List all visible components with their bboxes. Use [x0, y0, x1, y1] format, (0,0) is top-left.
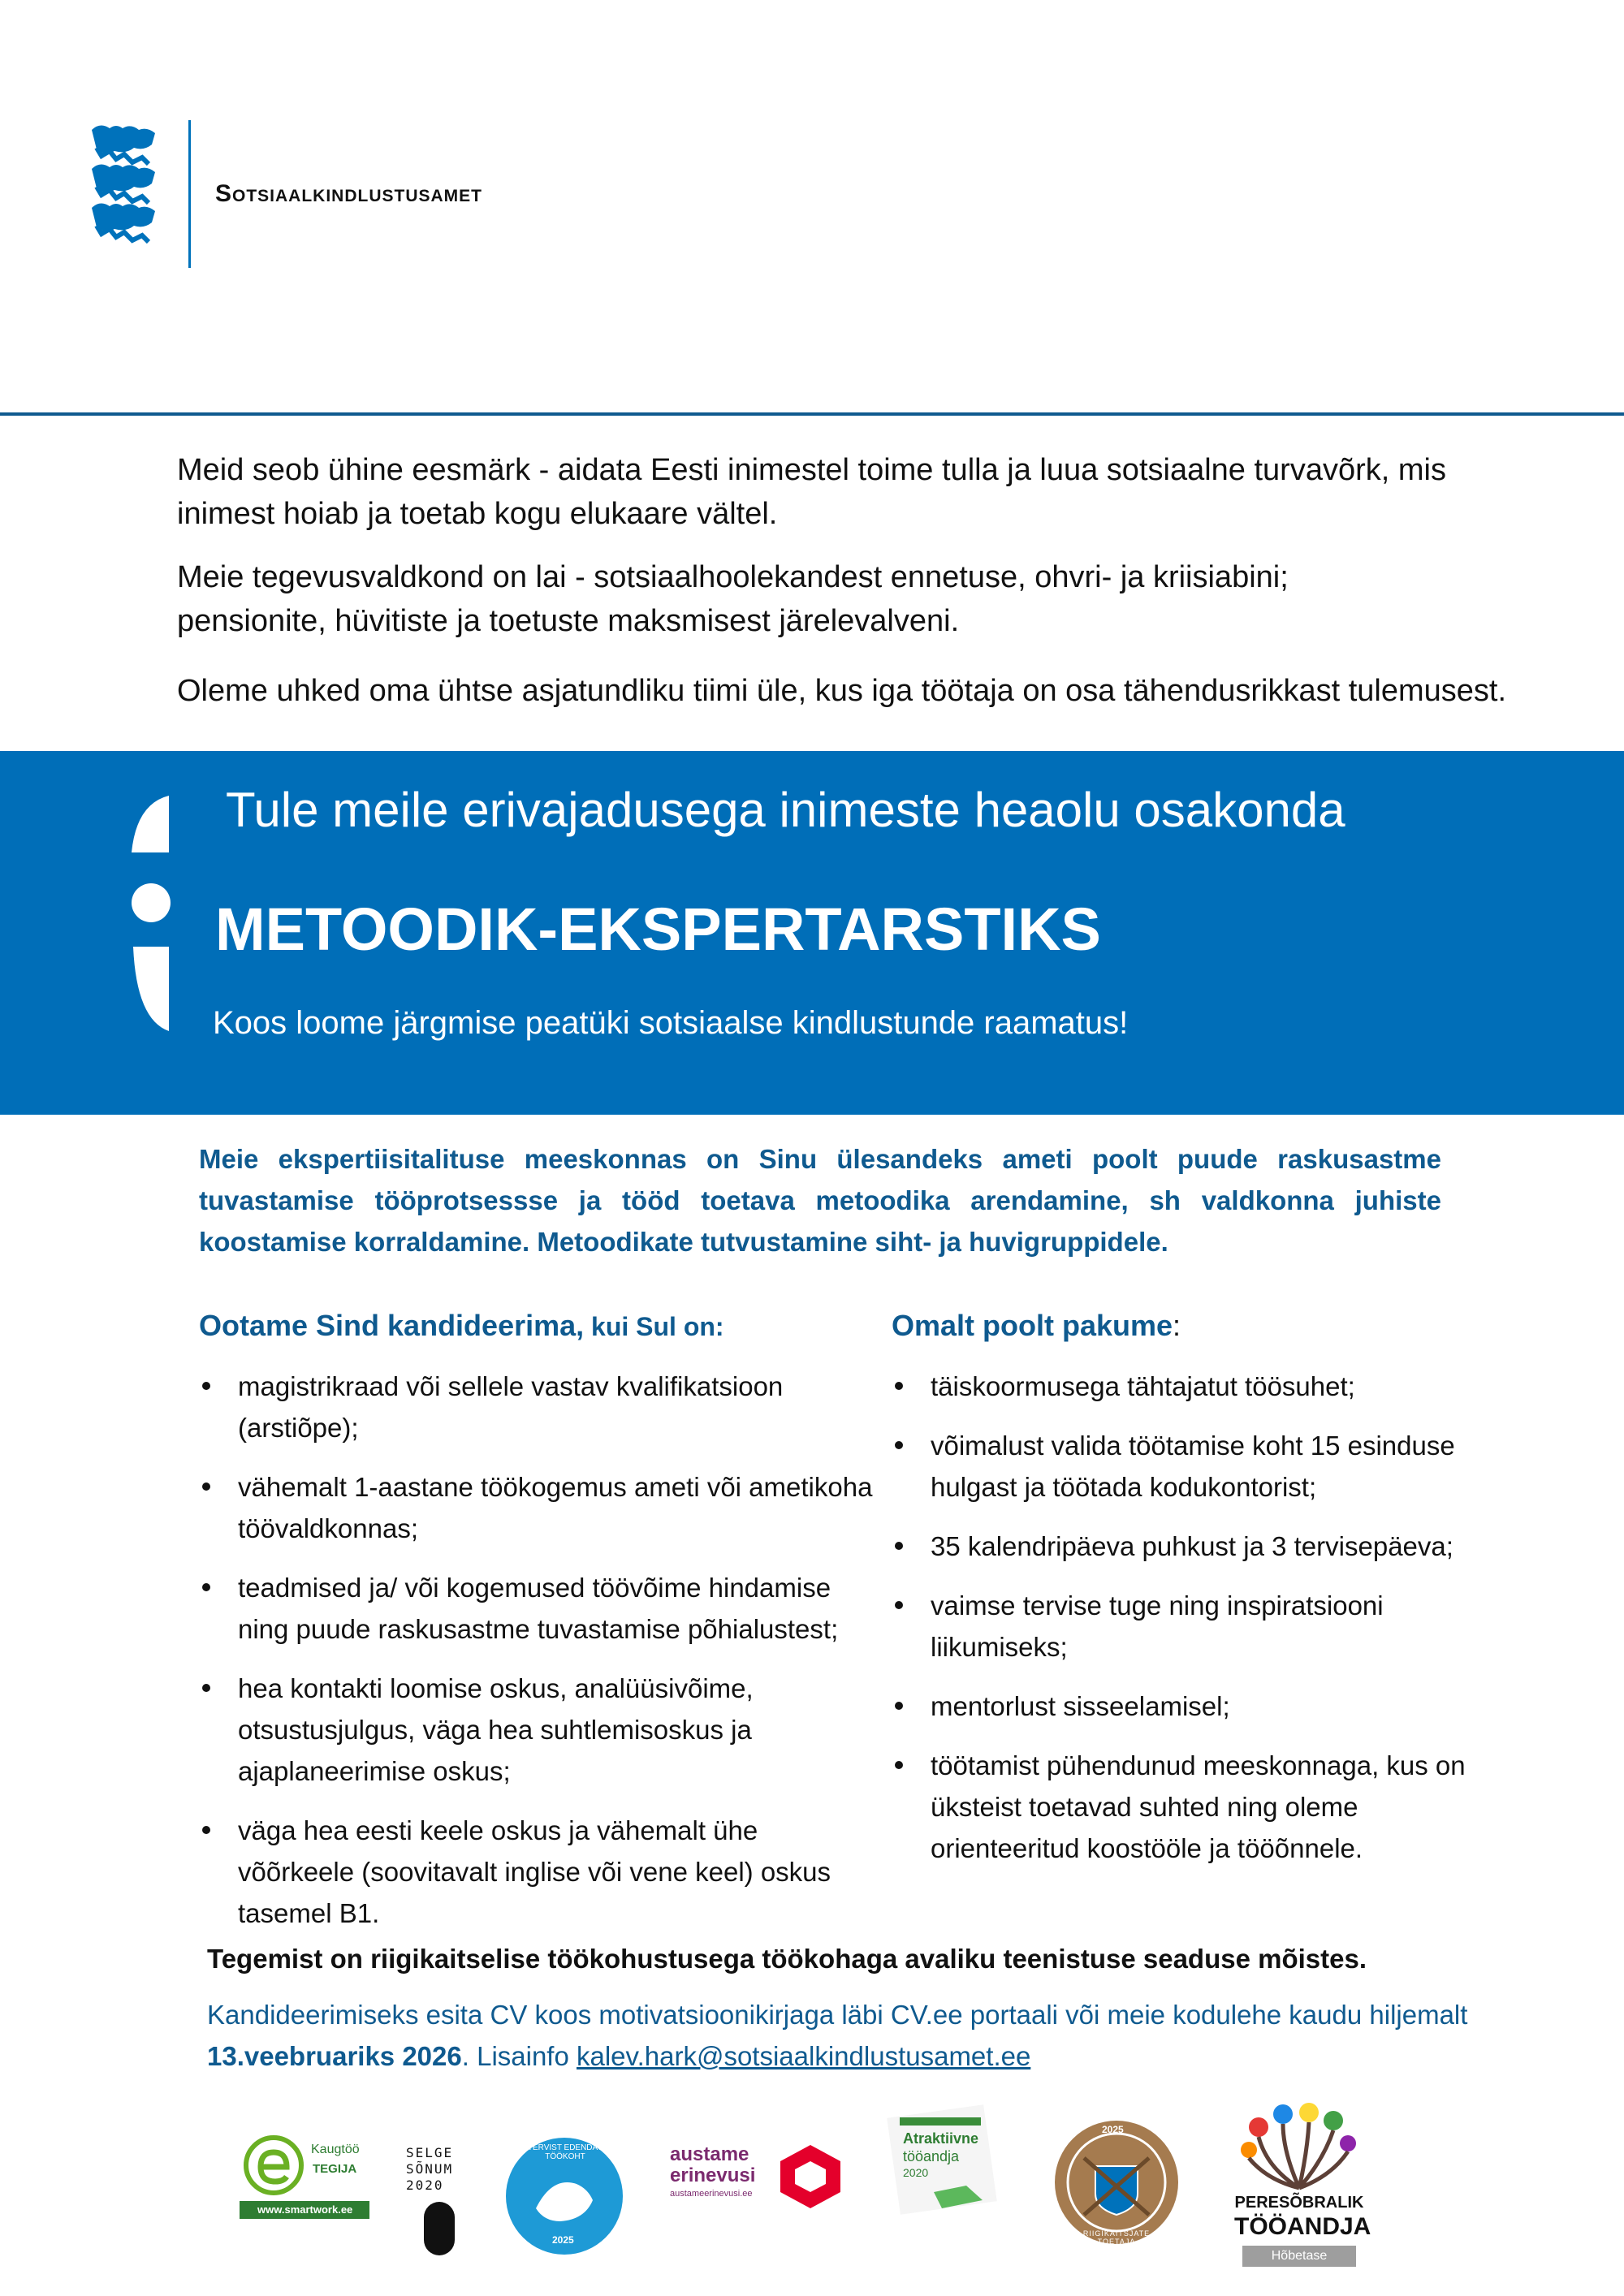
atrak-line-1: Atraktiivne	[903, 2130, 979, 2147]
kaugtoo-title: Kaugtöö	[311, 2143, 360, 2156]
info-prefix: . Lisainfo	[461, 2041, 577, 2071]
deadline: 13.veebruariks 2026	[207, 2041, 462, 2071]
badge-peresobralik-tooandja	[1234, 2103, 1371, 2273]
badge-atraktiivne-tooandja	[885, 2103, 999, 2216]
badge-kaugtoo-tegija	[240, 2131, 369, 2220]
selge-line-1: SELGE	[406, 2145, 454, 2160]
defense-supporter-seal-icon	[1052, 2117, 1181, 2247]
list-item: väga hea eesti keele oskus ja vähemalt ühe võõrkeele (soovitavalt inglise või vene keel) oskus tasemel B1.	[199, 1810, 881, 1934]
pere-line-3: Hõbetase	[1242, 2246, 1356, 2267]
application-info	[207, 1994, 1506, 2077]
badge-tervist-edendav	[503, 2135, 625, 2257]
requirements-heading-small: kui Sul on:	[584, 1312, 724, 1341]
intro-paragraph-2	[177, 555, 1557, 643]
agency-logo	[85, 122, 163, 244]
requirements-section	[199, 1309, 881, 1952]
header-rule	[0, 412, 1624, 416]
requirements-heading-main: Ootame Sind kandideerima,	[199, 1309, 585, 1342]
agency-name: Sotsiaalkindlustusamet	[215, 180, 482, 207]
tervist-year: 2025	[552, 2234, 574, 2246]
intro-paragraph-1	[177, 448, 1557, 536]
list-item: vähemalt 1-aastane töökogemus ameti või ametikoha töövaldkonnas;	[199, 1466, 881, 1549]
tervist-text: TERVIST EDENDAV TÖÖKOHT	[527, 2143, 603, 2161]
list-item: vaimse tervise tuge ning inspiratsiooni liikumiseks;	[892, 1585, 1450, 1668]
badge-riigikaitsjate-toetaja	[1052, 2117, 1181, 2247]
header-divider	[188, 120, 191, 268]
estonian-coat-of-arms-icon	[85, 122, 163, 244]
intro-text-3: Oleme uhked oma ühtse asjatundliku tiimi üle, kus iga töötaja on osa tähendusrikkast tulemusest.	[177, 674, 1507, 708]
banner-tagline: Koos loome järgmise peatüki sotsiaalse kindlustunde raamatus!	[213, 1005, 1129, 1041]
pere-line-2: TÖÖANDJA	[1234, 2213, 1371, 2240]
austame-url: austameerinevusi.ee	[670, 2189, 753, 2199]
rk-year: 2025	[1102, 2124, 1124, 2135]
rk-text: RIIGIKAITSJATE TOETAJA	[1082, 2229, 1151, 2246]
offer-heading-colon: :	[1173, 1309, 1181, 1342]
contact-email-link[interactable]: kalev.hark@sotsiaalkindlustusamet.ee	[577, 2041, 1031, 2071]
list-item: 35 kalendripäeva puhkust ja 3 tervisepäeva;	[892, 1526, 1476, 1567]
list-item: magistrikraad või sellele vastav kvalifikatsioon (arstiõpe);	[199, 1366, 839, 1448]
list-item: töötamist pühendunud meeskonnaga, kus on üksteist toetavad suhted ning oleme orienteeritud koostööle ja tööõnnele.	[892, 1745, 1483, 1869]
badge-selge-sonum	[406, 2145, 467, 2259]
intro-text-1: Meid seob ühine eesmärk - aidata Eesti inimestel toime tulla ja luua sotsiaalne turvavõrk, mis inimest hoiab ja toetab kogu elukaare vältel.	[177, 453, 1446, 531]
intro-paragraph-3	[177, 669, 1557, 713]
selge-text	[406, 2145, 467, 2194]
atrak-line-2: tööandja	[903, 2148, 960, 2164]
kaugtoo-sub: TEGIJA	[313, 2162, 357, 2176]
austame-line-1: austame	[670, 2143, 749, 2165]
list-item: hea kontakti loomise oskus, analüüsivõime, otsustusjulgus, väga hea suhtlemisoskus ja ajaplaneerimise oskus;	[199, 1668, 798, 1792]
austame-cube-icon	[777, 2143, 844, 2210]
offer-heading-main: Omalt poolt pakume	[892, 1309, 1173, 1342]
selge-mark-icon	[424, 2202, 455, 2255]
offer-list	[892, 1366, 1476, 1869]
list-item: täiskoormusega tähtajatut töösuhet;	[892, 1366, 1476, 1407]
kaugtoo-url: www.smartwork.ee	[257, 2203, 353, 2216]
quote-mark-decoration	[130, 796, 172, 1035]
requirements-heading	[199, 1309, 881, 1343]
list-item: võimalust valida töötamise koht 15 esinduse hulgast ja töötada kodukontorist;	[892, 1425, 1483, 1508]
apply-text: Kandideerimiseks esita CV koos motivatsioonikirjaga läbi CV.ee portaali või meie kodulehe kaudu hiljemalt	[207, 2000, 1468, 2030]
intro-text-2: Meie tegevusvaldkond on lai - sotsiaalhoolekandest ennetuse, ohvri- ja kriisiabini; pensionite, hüvitiste ja toetuste maksmisest järelevalveni.	[177, 560, 1289, 638]
atrak-year: 2020	[903, 2166, 929, 2179]
award-badges	[235, 2103, 1437, 2273]
banner-subtitle: Tule meile erivajadusega inimeste heaolu osakonda	[226, 783, 1345, 837]
offer-heading	[892, 1309, 1476, 1343]
job-title: METOODIK-EKSPERTARSTIKS	[215, 896, 1101, 963]
selge-year: 2020	[406, 2177, 444, 2193]
badge-austame-erinevusi	[670, 2143, 844, 2216]
offer-section	[892, 1309, 1476, 1887]
family-friendly-icon	[1234, 2103, 1364, 2192]
list-item: mentorlust sisseelamisel;	[892, 1685, 1476, 1727]
list-item: teadmised ja/ või kogemused töövõime hindamise ning puude raskusastme tuvastamise põhialustest;	[199, 1567, 879, 1650]
requirements-list	[199, 1366, 881, 1934]
selge-line-2: SÕNUM	[406, 2161, 454, 2177]
austame-line-2: erinevusi	[670, 2164, 756, 2186]
job-description: Meie ekspertiisitalituse meeskonnas on Sinu ülesandeks ameti poolt puude raskusastme tuvastamise tööprotsessse ja tööd toetava metoodika arendamine, sh valdkonna juhiste koostamise korraldamine. Metoodikate tutvustamine siht- ja huvigruppidele.	[199, 1144, 1441, 1257]
pere-line-1: PERESÕBRALIK	[1234, 2194, 1364, 2212]
defense-duty-note: Tegemist on riigikaitselise töökohustusega töökohaga avaliku teenistuse seaduse mõistes.	[207, 1944, 1367, 1974]
